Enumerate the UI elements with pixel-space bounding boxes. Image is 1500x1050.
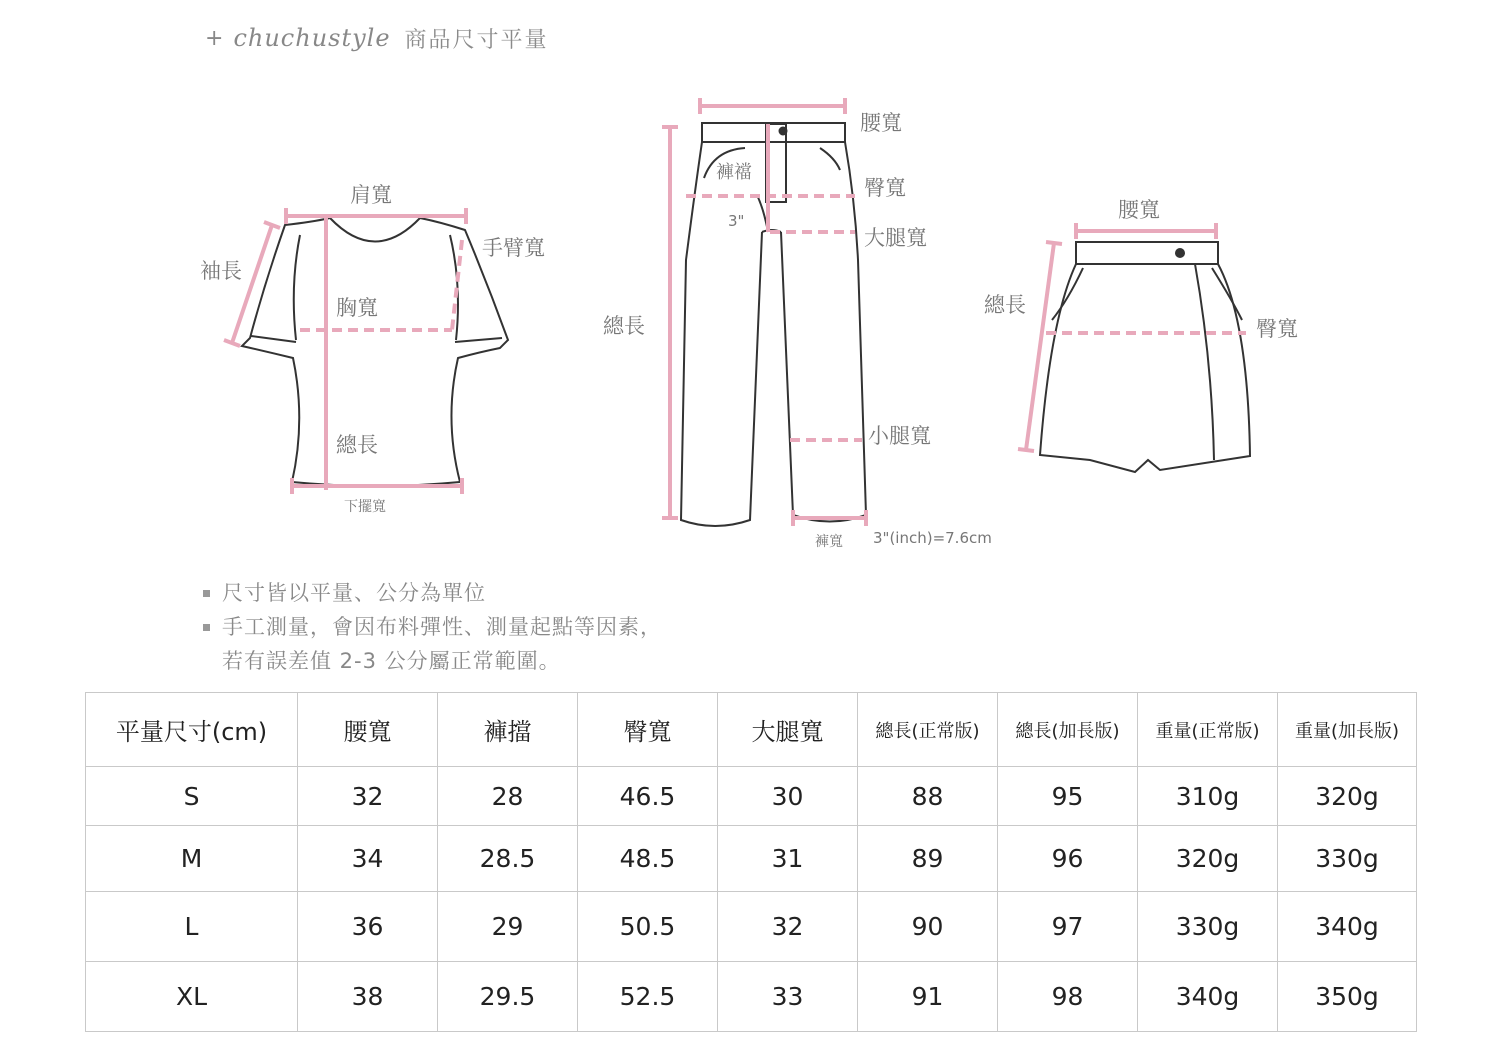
- table-cell: 32: [718, 892, 858, 962]
- table-cell: 29: [438, 892, 578, 962]
- label-top-length: 總長: [336, 433, 378, 457]
- table-cell: 33: [718, 962, 858, 1032]
- table-cell: 28: [438, 767, 578, 826]
- table-cell: 340g: [1278, 892, 1417, 962]
- table-row: [86, 962, 1417, 1032]
- column-header: 總長(加長版): [998, 693, 1138, 767]
- table-cell: XL: [86, 962, 298, 1032]
- label-skirt-hip: 臀寬: [1256, 317, 1298, 341]
- column-header: 大腿寬: [718, 693, 858, 767]
- table-header-row: [86, 693, 1417, 767]
- table-row: [86, 767, 1417, 826]
- table-cell: 330g: [1138, 892, 1278, 962]
- table-row: [86, 892, 1417, 962]
- table-cell: 350g: [1278, 962, 1417, 1032]
- label-skirt-length: 總長: [984, 293, 1026, 317]
- table-cell: 330g: [1278, 826, 1417, 892]
- table-cell: 30: [718, 767, 858, 826]
- pants-diagram: [681, 123, 866, 526]
- table-cell: 88: [858, 767, 998, 826]
- label-pants-thigh: 大腿寬: [864, 226, 927, 250]
- table-cell: 38: [298, 962, 438, 1032]
- table-cell: 31: [718, 826, 858, 892]
- column-header: 平量尺寸(cm): [86, 693, 298, 767]
- table-cell: 46.5: [578, 767, 718, 826]
- label-pants-calf: 小腿寬: [868, 424, 931, 448]
- column-header: 臀寬: [578, 693, 718, 767]
- label-arm-width: 手臂寬: [482, 236, 545, 260]
- table-cell: 91: [858, 962, 998, 1032]
- label-chest-width: 胸寬: [336, 296, 378, 320]
- note-item: [203, 644, 662, 678]
- table-cell: 95: [998, 767, 1138, 826]
- page-title: 商品尺寸平量: [404, 27, 549, 53]
- bullet-icon: [203, 590, 210, 597]
- column-header: 褲擋: [438, 693, 578, 767]
- label-inch-note: 3"(inch)=7.6cm: [873, 529, 992, 547]
- note-item: [203, 610, 662, 644]
- table-cell: 32: [298, 767, 438, 826]
- table-cell: 48.5: [578, 826, 718, 892]
- table-cell: L: [86, 892, 298, 962]
- table-cell: 29.5: [438, 962, 578, 1032]
- label-shoulder-width: 肩寬: [350, 183, 392, 207]
- table-cell: 90: [858, 892, 998, 962]
- table-cell: S: [86, 767, 298, 826]
- label-hem-width: 下擺寬: [344, 499, 386, 515]
- label-pants-length: 總長: [603, 314, 645, 338]
- table-cell: 34: [298, 826, 438, 892]
- label-skirt-waist: 腰寬: [1118, 198, 1160, 222]
- table-cell: 36: [298, 892, 438, 962]
- table-cell: 98: [998, 962, 1138, 1032]
- note-item: [203, 576, 662, 610]
- label-leg-opening: 褲寬: [815, 534, 843, 550]
- label-pants-rise: 褲襠: [716, 162, 752, 183]
- label-sleeve-length: 袖長: [200, 259, 242, 283]
- column-header: 總長(正常版): [858, 693, 998, 767]
- note-text: 手工測量，會因布料彈性、測量起點等因素，: [222, 615, 662, 639]
- table-cell: 340g: [1138, 962, 1278, 1032]
- brand-logo: chuchustyle: [233, 24, 391, 52]
- column-header: 重量(正常版): [1138, 693, 1278, 767]
- label-pants-waist: 腰寬: [860, 111, 902, 135]
- table-cell: 310g: [1138, 767, 1278, 826]
- table-cell: 28.5: [438, 826, 578, 892]
- column-header: 腰寬: [298, 693, 438, 767]
- table-cell: 50.5: [578, 892, 718, 962]
- note-text: 若有誤差值 2-3 公分屬正常範圍。: [222, 649, 561, 673]
- label-rise-note: 3": [728, 212, 745, 230]
- measurement-notes: [203, 576, 662, 678]
- bullet-icon: [203, 624, 210, 631]
- table-cell: 52.5: [578, 962, 718, 1032]
- table-cell: M: [86, 826, 298, 892]
- table-cell: 320g: [1138, 826, 1278, 892]
- table-cell: 320g: [1278, 767, 1417, 826]
- table-row: [86, 826, 1417, 892]
- size-table: [85, 692, 1417, 1032]
- skirt-diagram: [1040, 242, 1250, 472]
- label-pants-hip: 臀寬: [864, 176, 906, 200]
- plus-icon: +: [205, 25, 224, 51]
- table-cell: 89: [858, 826, 998, 892]
- table-cell: 96: [998, 826, 1138, 892]
- column-header: 重量(加長版): [1278, 693, 1417, 767]
- note-text: 尺寸皆以平量、公分為單位: [222, 581, 486, 605]
- table-cell: 97: [998, 892, 1138, 962]
